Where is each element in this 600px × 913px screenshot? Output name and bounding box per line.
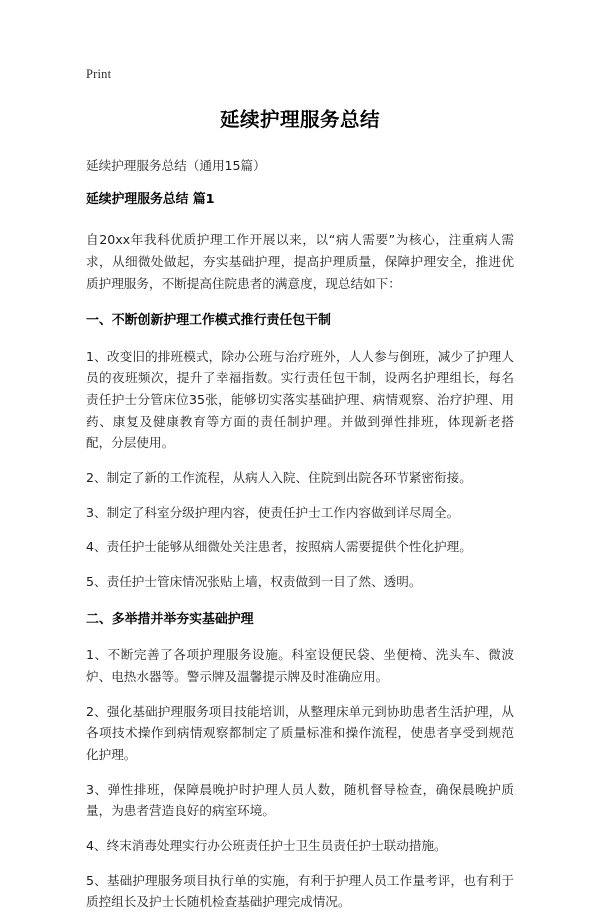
list-item: 3、弹性排班，保障晨晚护时护理人员人数，随机督导检查，确保晨晚护质量，为患者营造良好的病室环境。 [86, 781, 514, 819]
article-heading: 延续护理服务总结 篇1 [86, 192, 215, 208]
document-content [86, 0, 514, 913]
list-item: 3、制定了科室分级护理内容，使责任护士工作内容做到详尽周全。 [86, 504, 460, 520]
intro-paragraph: 自20xx年我科优质护理工作开展以来，以“病人需要”为核心，注重病人需求，从细微处做起，夯实基础护理，提高护理质量，保障护理安全，推进优质护理服务，不断提高住院患者的满意度，现总结如下： [86, 232, 514, 291]
list-item: 2、强化基础护理服务项目技能培训，从整理床单元到协助患者生活护理，从各项技术操作到病情观察都制定了质量标准和操作流程，使患者享受到规范化护理。 [86, 703, 514, 762]
list-item: 5、责任护士管床情况张贴上墙，权责做到一目了然、透明。 [86, 574, 422, 590]
list-item: 4、终末消毒处理实行办公班责任护士卫生员责任护士联动措施。 [86, 837, 447, 853]
section-heading-1: 一、不断创新护理工作模式推行责任包干制 [86, 313, 331, 329]
list-item: 5、基础护理服务项目执行单的实施，有利于护理人员工作量考评，也有利于质控组长及护士长随机检查基础护理完成情况。 [86, 872, 514, 910]
list-item: 2、制定了新的工作流程，从病人入院、住院到出院各环节紧密衔接。 [86, 470, 472, 486]
print-button[interactable]: Print [86, 67, 112, 81]
document-subtitle: 延续护理服务总结（通用15篇） [86, 157, 266, 173]
list-item: 1、改变旧的排班模式，除办公班与治疗班外，人人参与倒班，减少了护理人员的夜班频次，提升了幸福指数。实行责任包干制，设两名护理组长，每名责任护士分管床位35张，能够切实落实基础护理、病情观察、治疗护理、用药、康复及健康教育等方面的责任制护理。并做到弹性排班，体现新老搭配，分层使用。 [86, 348, 514, 451]
section-heading-2: 二、多举措并举夯实基础护理 [86, 611, 254, 627]
list-item: 4、责任护士能够从细微处关注患者，按照病人需要提供个性化护理。 [86, 539, 472, 555]
list-item: 1、不断完善了各项护理服务设施。科室设便民袋、坐便椅、洗头车、微波炉、电热水器等。警示牌及温馨提示牌及时准确应用。 [86, 647, 514, 684]
page-title: 延续护理服务总结 [219, 107, 380, 131]
